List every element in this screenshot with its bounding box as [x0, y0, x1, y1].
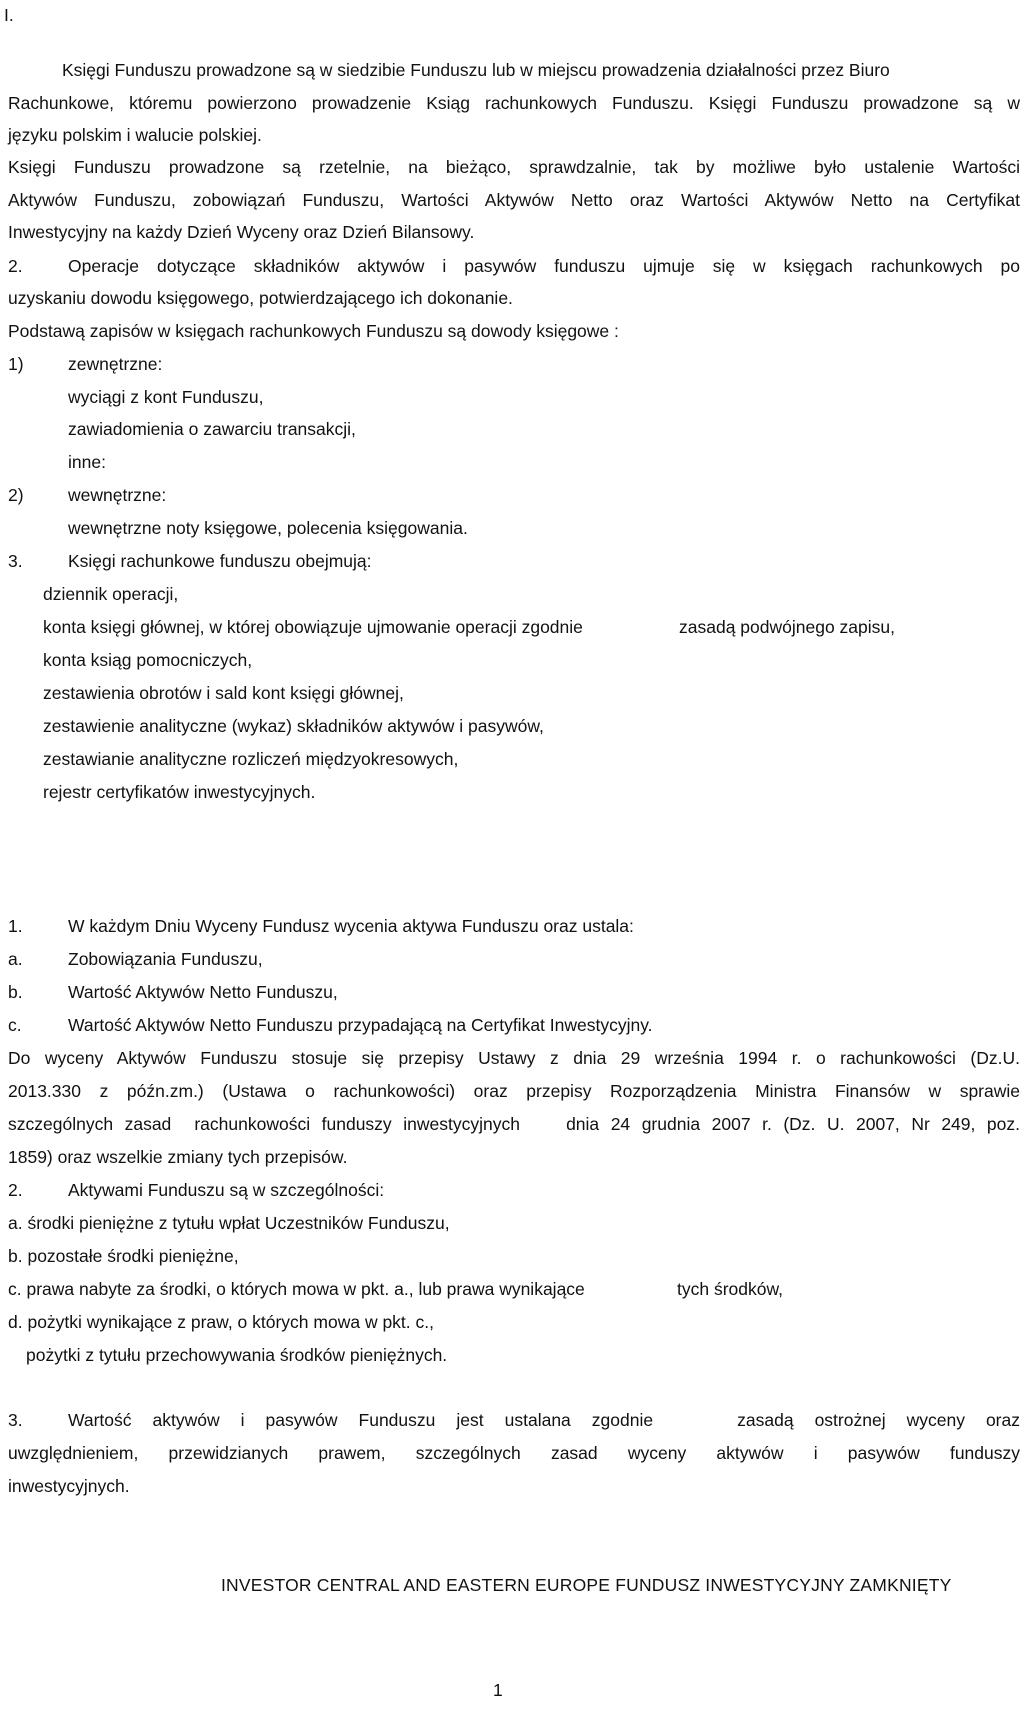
valuation-item-1-number: 1.	[8, 916, 23, 936]
item-2-line-1: Operacje dotyczące składników aktywów i pasywów funduszu ujmuje się w księgach rachunkowych po	[68, 256, 1020, 276]
item-3-number: 3.	[8, 551, 23, 571]
asset-item: b. pozostałe środki pieniężne,	[8, 1246, 239, 1266]
accounting-book-item: zestawienie analityczne (wykaz) składników aktywów i pasywów,	[43, 716, 544, 736]
internal-number: 2)	[8, 485, 24, 505]
item-2-number: 2.	[8, 256, 23, 276]
regulation-line-4: 1859) oraz wszelkie zmiany tych przepisów.	[8, 1147, 348, 1167]
valuation-sub-text: Wartość Aktywów Netto Funduszu,	[68, 982, 338, 1002]
accounting-book-item: zestawienia obrotów i sald kont księgi głównej,	[43, 683, 404, 703]
accounting-book-item: konta ksiąg pomocniczych,	[43, 650, 253, 670]
regulation-line-2: 2013.330 z późn.zm.) (Ustawa o rachunkowości) oraz przepisy Rozporządzenia Ministra Finansów w sprawie	[8, 1081, 1020, 1101]
valuation-sub-letter: c.	[8, 1015, 22, 1035]
records-basis: Podstawą zapisów w księgach rachunkowych Funduszu są dowody księgowe :	[8, 321, 619, 341]
regulation-line-1: Do wyceny Aktywów Funduszu stosuje się przepisy Ustawy z dnia 29 września 1994 r. o rachunkowości (Dz.U.	[8, 1048, 1020, 1068]
external-label: zewnętrzne:	[68, 354, 163, 374]
books-location-line-1: Księgi Funduszu prowadzone są w siedzibie Funduszu lub w miejscu prowadzenia działalności przez Biuro	[62, 60, 890, 80]
valuation-sub-text: Zobowiązania Funduszu,	[68, 949, 263, 969]
asset-item: a. środki pieniężne z tytułu wpłat Uczestników Funduszu,	[8, 1213, 450, 1233]
page-number: 1	[493, 1680, 503, 1700]
asset-item: d. pożytki wynikające z praw, o których mowa w pkt. c.,	[8, 1312, 434, 1332]
assets-item-number: 2.	[8, 1180, 23, 1200]
books-location-line-2: Rachunkowe, któremu powierzono prowadzenie Ksiąg rachunkowych Funduszu. Księgi Funduszu prowadzone są w	[8, 93, 1020, 113]
item-3-text: Księgi rachunkowe funduszu obejmują:	[68, 551, 372, 571]
valuation-rule-number: 3.	[8, 1410, 23, 1430]
external-item: wyciągi z kont Funduszu,	[68, 387, 264, 407]
books-location-line-3: języku polskim i walucie polskiej.	[8, 125, 262, 145]
valuation-sub-letter: b.	[8, 982, 23, 1002]
external-item: zawiadomienia o zawarciu transakcji,	[68, 419, 356, 439]
books-reliability-line-1: Księgi Funduszu prowadzone są rzetelnie, na bieżąco, sprawdzalnie, tak by możliwe było ustalenie Wartości	[8, 157, 1020, 177]
external-item: inne:	[68, 452, 106, 472]
accounting-book-item-tail: zasadą podwójnego zapisu,	[679, 617, 895, 637]
accounting-book-item: konta księgi głównej, w której obowiązuje ujmowanie operacji zgodnie	[43, 617, 583, 637]
item-2-line-2: uzyskaniu dowodu księgowego, potwierdzającego ich dokonanie.	[8, 288, 513, 308]
asset-item: c. prawa nabyte za środki, o których mowa w pkt. a., lub prawa wynikające	[8, 1279, 585, 1299]
section-marker: I.	[4, 5, 14, 25]
regulation-line-3: szczególnych zasad rachunkowości funduszy inwestycyjnych dnia 24 grudnia 2007 r. (Dz. U. 2007, Nr 249, poz.	[8, 1114, 1020, 1134]
asset-item: pożytki z tytułu przechowywania środków pieniężnych.	[26, 1345, 448, 1365]
internal-item: wewnętrzne noty księgowe, polecenia księgowania.	[68, 518, 468, 538]
accounting-book-item: zestawianie analityczne rozliczeń międzyokresowych,	[43, 749, 459, 769]
fund-name-footer: INVESTOR CENTRAL AND EASTERN EUROPE FUNDUSZ INWESTYCYJNY ZAMKNIĘTY	[221, 1575, 952, 1595]
assets-item-text: Aktywami Funduszu są w szczególności:	[68, 1180, 385, 1200]
valuation-rule-line-3: inwestycyjnych.	[8, 1476, 130, 1496]
valuation-sub-letter: a.	[8, 949, 23, 969]
valuation-rule-line-2: uwzględnieniem, przewidzianych prawem, szczególnych zasad wyceny aktywów i pasywów funduszy	[8, 1443, 1020, 1463]
external-number: 1)	[8, 354, 24, 374]
asset-item-tail: tych środków,	[677, 1279, 784, 1299]
accounting-book-item: dziennik operacji,	[43, 584, 179, 604]
internal-label: wewnętrzne:	[68, 485, 167, 505]
valuation-item-1-text: W każdym Dniu Wyceny Fundusz wycenia aktywa Funduszu oraz ustala:	[68, 916, 634, 936]
valuation-rule-line-1: Wartość aktywów i pasywów Funduszu jest ustalana zgodnie zasadą ostrożnej wyceny oraz	[68, 1410, 1020, 1430]
accounting-book-item: rejestr certyfikatów inwestycyjnych.	[43, 782, 316, 802]
valuation-sub-text: Wartość Aktywów Netto Funduszu przypadającą na Certyfikat Inwestycyjny.	[68, 1015, 653, 1035]
books-reliability-line-3: Inwestycyjny na każdy Dzień Wyceny oraz Dzień Bilansowy.	[8, 222, 475, 242]
books-reliability-line-2: Aktywów Funduszu, zobowiązań Funduszu, Wartości Aktywów Netto oraz Wartości Aktywów Netto na Certyfikat	[8, 190, 1020, 210]
